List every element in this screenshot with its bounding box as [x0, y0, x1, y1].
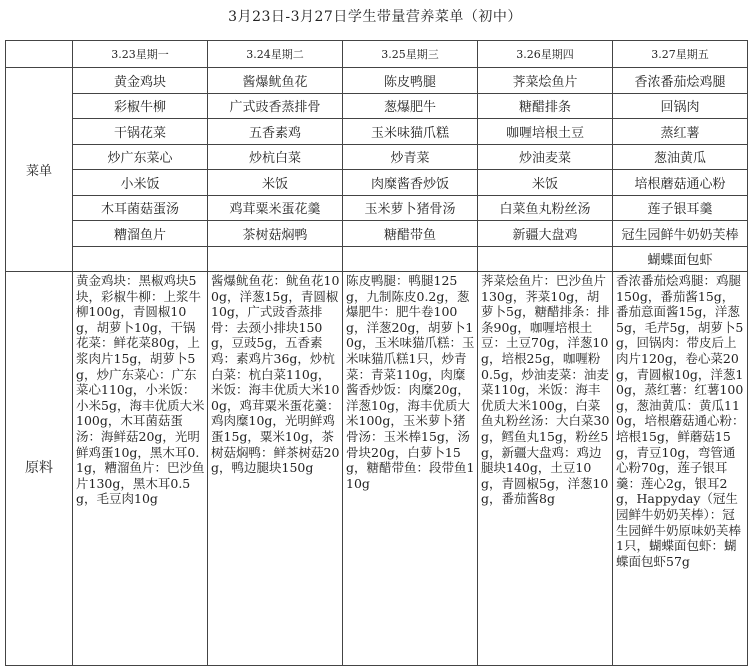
dish-cell: 培根蘑菇通心粉 [613, 170, 748, 196]
menu-row [6, 170, 748, 196]
menu-row [6, 221, 748, 247]
ingredients-label: 原料 [6, 272, 73, 666]
dish-cell: 荠菜烩鱼片 [478, 68, 613, 94]
dish-cell: 鸡茸粟米蛋花羹 [208, 195, 343, 221]
dish-cell: 炒杭白菜 [208, 144, 343, 170]
ingredients-cell: 香浓番茄烩鸡腿：鸡腿150g，番茄酱15g，番茄意面酱15g，洋葱5g，毛芹5g，胡萝卜5g，回锅肉：带皮后上肉片120g，卷心菜20g，青圆椒10g，洋葱10g，蒸红薯：红薯100g，葱油黄瓜：黄瓜110g，培根蘑菇通心粉：培根15g，鲜蘑菇15g，青豆10g，弯管通心粉70g，莲子银耳羹：莲心2g，银耳2g，Happyday（冠生园鲜牛奶奶芙棒）：冠生园鲜牛奶原味奶芙棒1只，蝴蝶面包虾：蝴蝶面包虾57g [613, 272, 748, 666]
dish-cell: 葱爆肥牛 [343, 93, 478, 119]
ingredients-cell: 黄金鸡块：黑椒鸡块5块，彩椒牛柳：上浆牛柳100g，青圆椒10g，胡萝卜10g，干锅花菜：鲜花菜80g，上浆肉片15g，胡萝卜5g，炒广东菜心：广东菜心110g，小米饭：小米5g，海丰优质大米100g，木耳菌菇蛋汤：海鲜菇20g，光明鲜鸡蛋10g，黑木耳0.1g，糟溜鱼片：巴沙鱼片130g，黑木耳0.5g，毛豆肉10g [73, 272, 208, 666]
dish-cell [343, 246, 478, 272]
day-header: 3.25星期三 [343, 41, 478, 68]
dish-cell: 蒸红薯 [613, 119, 748, 145]
dish-cell: 干锅花菜 [73, 119, 208, 145]
day-header: 3.27星期五 [613, 41, 748, 68]
menu-row [6, 246, 748, 272]
dish-cell: 香浓番茄烩鸡腿 [613, 68, 748, 94]
header-row [6, 41, 748, 68]
dish-cell: 黄金鸡块 [73, 68, 208, 94]
dish-cell: 白菜鱼丸粉丝汤 [478, 195, 613, 221]
ingredients-cell: 荠菜烩鱼片：巴沙鱼片130g，荠菜10g，胡萝卜5g，糖醋排条：排条90g，咖喱培根土豆：土豆70g，洋葱10g，培根25g，咖喱粉0.5g，炒油麦菜：油麦菜110g，米饭：海丰优质大米100g，白菜鱼丸粉丝汤：大白菜30g，鳕鱼丸15g，粉丝5g，新疆大盘鸡：鸡边腿块140g，土豆10g，青圆椒5g，洋葱10g，番茄酱8g [478, 272, 613, 666]
dish-cell: 米饭 [478, 170, 613, 196]
day-header: 3.26星期四 [478, 41, 613, 68]
menu-label: 菜单 [6, 68, 73, 272]
menu-row [6, 93, 748, 119]
dish-cell: 葱油黄瓜 [613, 144, 748, 170]
page-title: 3月23日-3月27日学生带量营养菜单（初中） [228, 9, 522, 25]
dish-cell [478, 246, 613, 272]
dish-cell: 炒青菜 [343, 144, 478, 170]
dish-cell: 炒广东菜心 [73, 144, 208, 170]
dish-cell: 莲子银耳羹 [613, 195, 748, 221]
dish-cell: 米饭 [208, 170, 343, 196]
menu-table [5, 40, 748, 666]
day-header: 3.24星期二 [208, 41, 343, 68]
dish-cell: 咖喱培根土豆 [478, 119, 613, 145]
menu-row [6, 144, 748, 170]
menu-row [6, 119, 748, 145]
dish-cell: 木耳菌菇蛋汤 [73, 195, 208, 221]
dish-cell: 肉糜酱香炒饭 [343, 170, 478, 196]
dish-cell [73, 246, 208, 272]
day-header: 3.23星期一 [73, 41, 208, 68]
menu-row [6, 195, 748, 221]
dish-cell: 广式豉香蒸排骨 [208, 93, 343, 119]
corner-cell [6, 41, 73, 68]
dish-cell: 五香素鸡 [208, 119, 343, 145]
dish-cell: 蝴蝶面包虾 [613, 246, 748, 272]
dish-cell: 彩椒牛柳 [73, 93, 208, 119]
dish-cell: 玉米味猫爪糕 [343, 119, 478, 145]
dish-cell: 糟溜鱼片 [73, 221, 208, 247]
menu-row [6, 68, 748, 94]
dish-cell: 小米饭 [73, 170, 208, 196]
ingredients-cell: 陈皮鸭腿：鸭腿125g，九制陈皮0.2g，葱爆肥牛：肥牛卷100g，洋葱20g，胡萝卜10g，玉米味猫爪糕：玉米味猫爪糕1只，炒青菜：青菜110g，肉糜酱香炒饭：肉糜20g，洋葱10g，海丰优质大米100g，玉米萝卜猪骨汤：玉米棒15g，汤骨块20g，白萝卜15g，糖醋带鱼：段带鱼110g [343, 272, 478, 666]
dish-cell: 茶树菇焖鸭 [208, 221, 343, 247]
dish-cell: 糖醋带鱼 [343, 221, 478, 247]
dish-cell: 玉米萝卜猪骨汤 [343, 195, 478, 221]
dish-cell: 陈皮鸭腿 [343, 68, 478, 94]
dish-cell: 冠生园鲜牛奶奶芙棒 [613, 221, 748, 247]
dish-cell [208, 246, 343, 272]
ingredients-cell: 酱爆鱿鱼花：鱿鱼花100g，洋葱15g，青圆椒10g，广式豉香蒸排骨：去颈小排块150g，豆豉5g，五香素鸡：素鸡片36g，炒杭白菜：杭白菜110g，米饭：海丰优质大米100g，鸡茸粟米蛋花羹：鸡肉糜10g，光明鲜鸡蛋15g，粟米10g，茶树菇焖鸭：鲜茶树菇20g，鸭边腿块150g [208, 272, 343, 666]
dish-cell: 炒油麦菜 [478, 144, 613, 170]
ingredients-row [6, 272, 748, 666]
dish-cell: 新疆大盘鸡 [478, 221, 613, 247]
dish-cell: 糖醋排条 [478, 93, 613, 119]
dish-cell: 酱爆鱿鱼花 [208, 68, 343, 94]
dish-cell: 回锅肉 [613, 93, 748, 119]
